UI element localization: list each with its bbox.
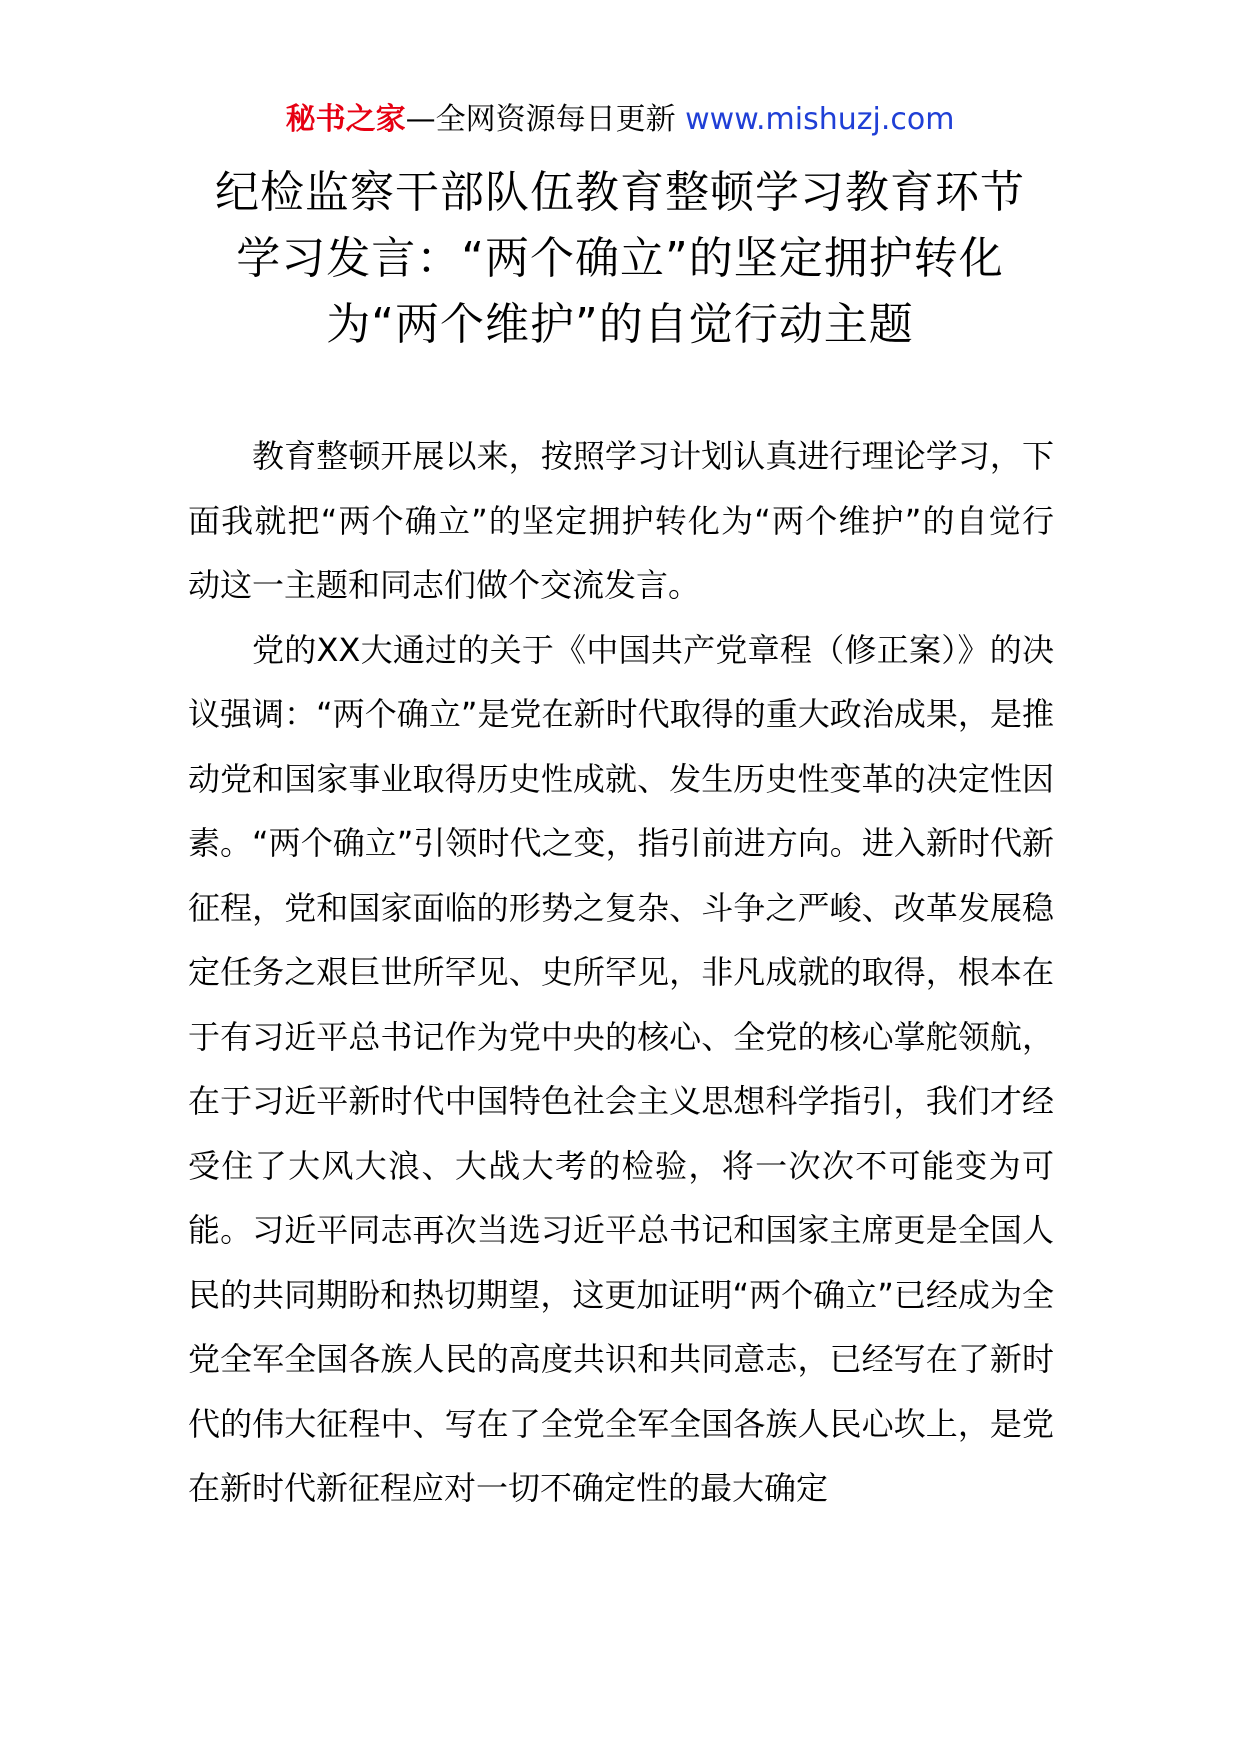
document-title: [150, 160, 1090, 358]
site-tagline: —全网资源每日更新: [405, 102, 676, 137]
body-paragraph: 教育整顿开展以来，按照学习计划认真进行理论学习，下面我就把“两个确立”的坚定拥护转化为“两个维护”的自觉行动这一主题和同志们做个交流发言。: [188, 437, 1054, 604]
body-paragraph: 党的XX大通过的关于《中国共产党章程（修正案）》的决议强调：“两个确立”是党在新时代取得的重大政治成果，是推动党和国家事业取得历史性成就、发生历史性变革的决定性因素。“两个确立”引领时代之变，指引前进方向。进入新时代新征程，党和国家面临的形势之复杂、斗争之严峻、改革发展稳定任务之艰巨世所罕见、史所罕见，非凡成就的取得，根本在于有习近平总书记作为党中央的核心、全党的核心掌舵领航，在于习近平新时代中国特色社会主义思想科学指引，我们才经受住了大风大浪、大战大考的检验，将一次次不可能变为可能。习近平同志再次当选习近平总书记和国家主席更是全国人民的共同期盼和热切期望，这更加证明“两个确立”已经成为全党全军全国各族人民的高度共识和共同意志，已经写在了新时代的伟大征程中、写在了全党全军全国各族人民心坎上，是党在新时代新征程应对一切不确定性的最大确定: [188, 630, 1054, 1507]
title-line: 为“两个维护”的自觉行动主题: [326, 299, 914, 350]
site-url-link[interactable]: www.mishuzj.com: [685, 102, 955, 137]
site-header: [0, 98, 1240, 142]
title-line: 学习发言：“两个确立”的坚定拥护转化: [236, 233, 1004, 284]
title-line: 纪检监察干部队伍教育整顿学习教育环节: [215, 167, 1025, 218]
site-brand: 秘书之家: [285, 102, 406, 137]
document-body: [188, 424, 1054, 1521]
